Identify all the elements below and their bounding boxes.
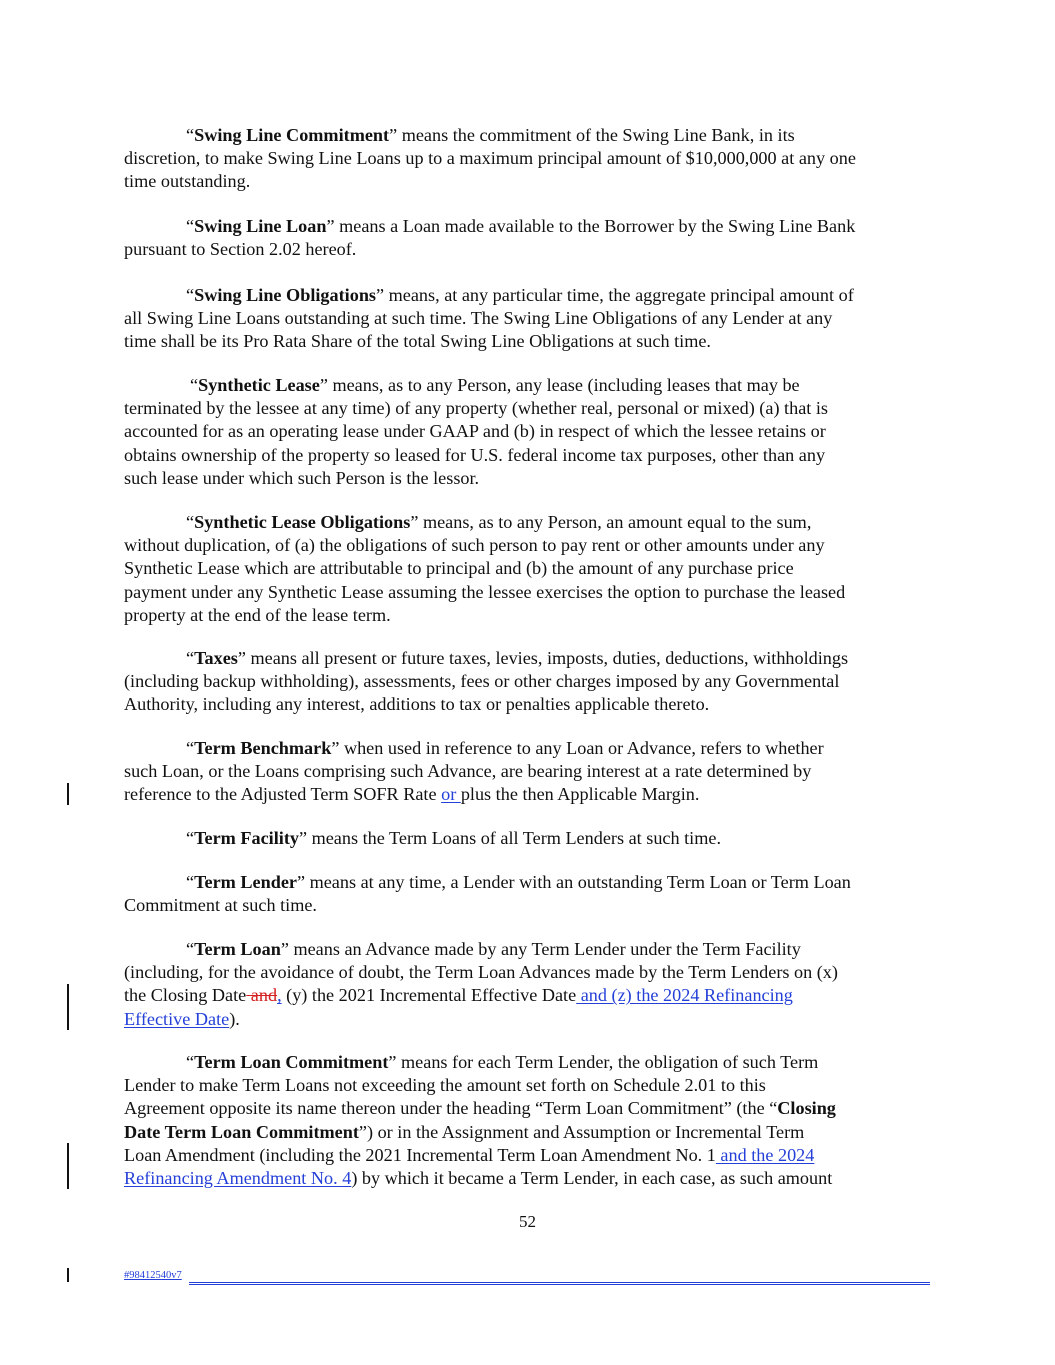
page-number: 52 xyxy=(519,1212,536,1231)
defined-term: Swing Line Obligations xyxy=(194,285,377,305)
change-bar xyxy=(67,1268,69,1282)
definition-term-loan-commitment: “Term Loan Commitment” means for each Term Lender, the obligation of such Term Lender to make Term Loans not exceeding the amount set forth on Schedule 2.01 to this Agreement opposite its name thereon under the heading “Term Loan Commitment” (the “Closing Date Term Loan Commitment”) or in the Assignment and Assumption or Incremental Term Loan Amendment (including the 2021 Incremental Term Loan Amendment No. 1 and the 2024 Refinancing Amendment No. 4) by which it became a Term Lender, in each case, as such amount xyxy=(124,1052,836,1189)
defined-term: Term Benchmark xyxy=(194,738,332,758)
defined-term: Taxes xyxy=(194,648,238,668)
defined-term: Swing Line Loan xyxy=(194,216,327,236)
definition-term-loan: “Term Loan” means an Advance made by any Term Lender under the Term Facility (including, for the avoidance of doubt, the Term Loan Advances made by the Term Lenders on (x) the Closing Date and, (y) the 2021 Incremental Effective Date and (z) the 2024 Refinancing Effective Date). xyxy=(124,939,838,1029)
defined-term: Swing Line Commitment xyxy=(194,125,390,145)
defined-term: Synthetic Lease xyxy=(198,375,320,395)
defined-term: Term Facility xyxy=(194,828,299,848)
defined-term: Term Loan xyxy=(194,939,281,959)
document-id: #98412540v7 xyxy=(124,1270,182,1281)
defined-term: Synthetic Lease Obligations xyxy=(194,512,411,532)
defined-term: Term Lender xyxy=(194,872,297,892)
inserted-text: Refinancing Amendment No. 4 xyxy=(124,1168,352,1189)
deleted-text: and xyxy=(246,985,278,1006)
definition-synthetic-lease-obligations: “Synthetic Lease Obligations” means, as to any Person, an amount equal to the sum, without duplication, of (a) the obligations of such person to pay rent or other amounts under any Synthetic Lease which are attributable to principal and (b) the amount of any purchase price payment under any Synthetic Lease assuming the lessee exercises the option to purchase the leased property at the end of the lease term. xyxy=(124,512,846,625)
footer-rule xyxy=(189,1282,930,1285)
defined-term: Date Term Loan Commitment xyxy=(124,1121,359,1142)
definition-taxes: “Taxes” means all present or future taxes, levies, imposts, duties, deductions, withholdings (including backup withholding), assessments, fees or other charges imposed by any Governmental Authority, including any interest, additions to tax or penalties applicable thereto. xyxy=(124,648,849,715)
change-bar xyxy=(67,1143,69,1189)
defined-term: Closing xyxy=(777,1098,836,1119)
inserted-text: Effective Date xyxy=(124,1008,230,1029)
defined-term: Term Loan Commitment xyxy=(194,1052,389,1072)
change-bar xyxy=(67,783,69,805)
definition-term-lender: “Term Lender” means at any time, a Lender with an outstanding Term Loan or Term Loan Commitment at such time. xyxy=(124,872,851,916)
inserted-text: and (z) the 2024 Refinancing xyxy=(576,985,793,1006)
inserted-text: or xyxy=(441,784,461,805)
definition-term-benchmark: “Term Benchmark” when used in reference to any Loan or Advance, refers to whether such Loan, or the Loans comprising such Advance, are bearing interest at a rate determined by reference to the Adjusted Term SOFR Rate or plus the then Applicable Margin. xyxy=(124,738,824,805)
definition-term-facility: “Term Facility” means the Term Loans of all Term Lenders at such time. xyxy=(186,828,722,848)
definition-swing-line-obligations: “Swing Line Obligations” means, at any particular time, the aggregate principal amount of all Swing Line Loans outstanding at such time. The Swing Line Obligations of any Lender at any time shall be its Pro Rata Share of the total Swing Line Obligations at such time. xyxy=(124,285,854,352)
inserted-text: and the 2024 xyxy=(715,1144,815,1165)
change-bar xyxy=(67,984,69,1030)
inserted-text: , xyxy=(277,985,282,1006)
definition-swing-line-loan: “Swing Line Loan” means a Loan made available to the Borrower by the Swing Line Bank pursuant to Section 2.02 hereof. xyxy=(124,216,856,260)
definition-swing-line-commitment: “Swing Line Commitment” means the commitment of the Swing Line Bank, in its discretion, to make Swing Line Loans up to a maximum principal amount of $10,000,000 at any one time outstanding. xyxy=(124,125,856,192)
definition-synthetic-lease: “Synthetic Lease” means, as to any Person, any lease (including leases that may be terminated by the lessee at any time) of any property (whether real, personal or mixed) (a) that is accounted for as an operating lease under GAAP and (b) in respect of which the lessee retains or obtains ownership of the property so leased for U.S. federal income tax purposes, other than any such lease under which such Person is the lessor. xyxy=(124,375,828,488)
